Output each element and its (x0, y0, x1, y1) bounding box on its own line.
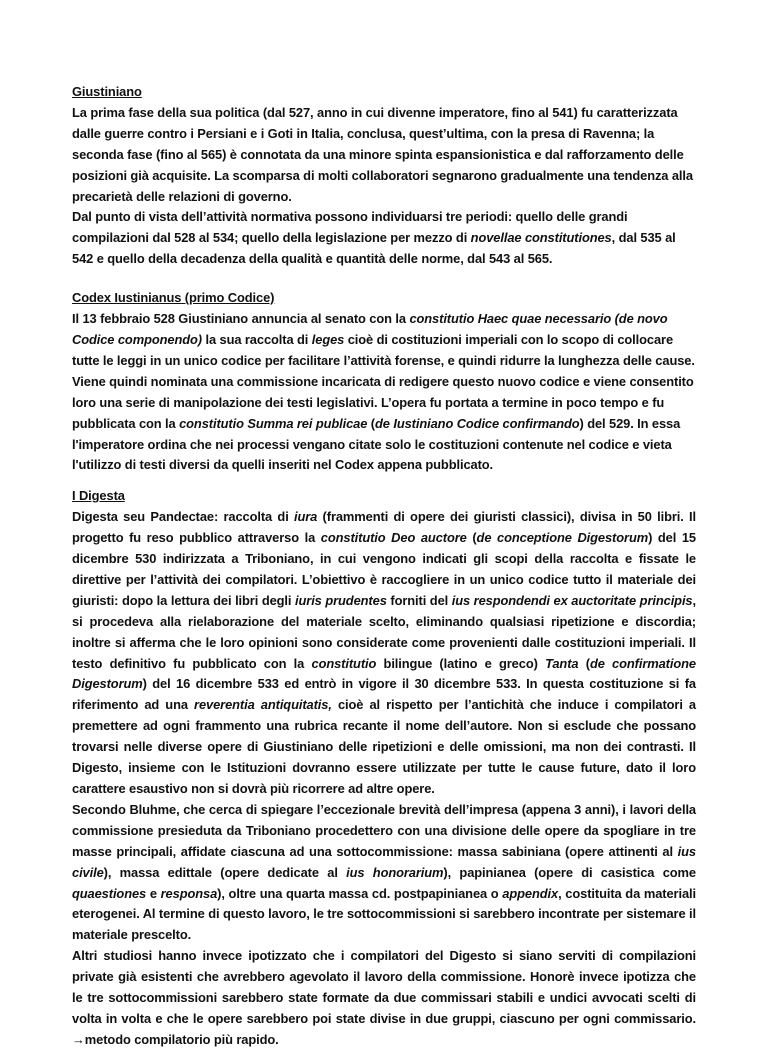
text-run: Altri studiosi hanno invece ipotizzato che i compilatori del Digesto si siano serviti di compilazioni private già esistenti che avrebbero agevolato il lavoro della commissione. Honorè invece ipotizza che le tre sottocommissioni sarebbero state formate da due commissari stabili e undici avvocati scelti di volta in volta e che le opere sarebbero poi state divise in due gruppi, ciascuno per ogni commissario. →metodo compilatorio più rapido. (72, 948, 696, 1047)
text-run: Il 13 febbraio 528 Giustiniano annuncia al senato con la (72, 311, 410, 327)
italic-text-run: constitutio Summa rei publicae (179, 415, 368, 431)
section-title-giustiniano: Giustiniano (72, 84, 142, 99)
text-run: ( (578, 655, 590, 671)
italic-text-run: iuris prudentes (295, 592, 387, 608)
text-run: , si procedeva alla rielaborazione del materiale scelto, eliminando qualsiasi ripetizione e discordia; inoltre si afferma che le loro opinioni sono considerate come provenienti dalle costituzioni imperiali. Il testo definitivo fu pubblicato con la (72, 592, 696, 671)
paragraph-digesta-2 (72, 800, 696, 946)
text-run: ( (367, 415, 376, 431)
paragraph-digesta-1 (72, 507, 696, 800)
text-run: cioè al rispetto per l’antichità che induce i compilatori a premettere ad ogni frammento una rubrica recante il nome dell’autore. Non si esclude che possano trovarsi nelle diverse opere di Giustiniano delle ripetizioni e delle omissioni, ma non dei contrasti. Il Digesto, insieme con le Istituzioni dovranno essere utilizzate per tutte le cause future, dato il loro carattere esaustivo non si dovrà più ricorrere ad altre opere. (72, 697, 696, 796)
italic-text-run: responsa (160, 885, 218, 901)
text-run: ) del 15 dicembre 530 indirizzata a Triboniano, in cui vengono indicati gli scopi della raccolta e fissate le direttive per l’attività dei compilatori. L’obiettivo è raccogliere in un unico codice tutto il materiale dei giuristi: dopo la lettura dei libri degli (72, 530, 696, 608)
italic-text-run: iura (294, 509, 318, 525)
text-run: bilingue (latino e greco) (376, 655, 546, 671)
text-run: (frammenti di opere dei giuristi classici), divisa in 50 libri. Il progetto fu reso pubblico attraverso la (72, 509, 696, 546)
italic-text-run: constitutio (311, 655, 377, 671)
text-run: Dal punto di vista dell’attività normativa possono individuarsi tre periodi: quello delle grandi compilazioni dal 528 al 534; quello della legislazione per mezzo di (72, 209, 628, 246)
text-run: ( (466, 530, 477, 546)
text-run: ) del 16 dicembre 533 ed entrò in vigore il 30 dicembre 533. In questa costituzione si fa riferimento ad una (72, 676, 696, 713)
italic-text-run: Tanta (545, 655, 579, 671)
italic-text-run: constitutio Deo auctore (320, 530, 467, 546)
italic-text-run: constitutio Haec quae necessario (de novo Codice componendo) (72, 311, 668, 347)
text-run: La prima fase della sua politica (dal 527, anno in cui divenne imperatore, fino al 541) fu caratterizzata dalle guerre contro i Persiani e i Goti in Italia, conclusa, quest’ultima, con la presa di Ravenna; la seconda fase (fino al 565) è connotata da una minore spinta espansionistica e dal rafforzamento delle posizioni già acquisite. La scomparsa di molti collaboratori segnarono gradualmente una tendenza alla precarietà delle relazioni di governo. (72, 104, 693, 204)
italic-text-run: de confirmatione Digestorum (72, 655, 696, 692)
text-run: Digesta seu Pandectae: raccolta di (72, 509, 294, 525)
text-run: Secondo Bluhme, che cerca di spiegare l’eccezionale brevità dell’impresa (appena 3 anni), i lavori della commissione presieduta da Triboniano procedettero con una divisione delle opere da spogliare in tre masse principali, affidate ciascuna ad una sottocommissione: massa sabiniana (opere attinenti al (72, 801, 696, 859)
text-run: ), massa edittale (opere dedicate al (103, 864, 347, 880)
italic-text-run: ius respondendi ex auctoritate principis (451, 592, 693, 608)
text-run: ), papinianea (opere di casistica come (443, 864, 696, 880)
text-run: , dal 535 al 542 e quello della decadenza della qualità e quantità delle norme, dal 543 al 565. (72, 230, 676, 267)
text-run: ) del 529. In essa l'imperatore ordina che nei processi vengano citate solo le costituzioni contenute nel codice e vieta l'utilizzo di testi diversi da quelli inseriti nel Codex appena pubblicato. (72, 415, 681, 473)
paragraph-giustiniano-2 (72, 207, 696, 270)
italic-text-run: ius honorarium (346, 864, 444, 880)
paragraph-giustiniano-1 (72, 103, 696, 208)
italic-text-run: novellae constitutiones (470, 230, 612, 246)
text-run: e (146, 885, 161, 901)
section-title-codex: Codex Iustinianus (primo Codice) (72, 290, 275, 306)
italic-text-run: de Iustiniano Codice confirmando (375, 415, 580, 431)
italic-text-run: appendix (502, 885, 559, 901)
italic-text-run: quaestiones (72, 885, 147, 901)
text-run: forniti del (386, 592, 452, 608)
italic-text-run: leges (311, 331, 345, 347)
section-title-digesta: I Digesta (72, 488, 125, 504)
italic-text-run: reverentia antiquitatis, (194, 697, 332, 713)
text-run: cioè di costituzioni imperiali con lo scopo di collocare tutte le leggi in un unico codice per facilitare l’attività forense, e quindi ridurre la lunghezza delle cause. Viene quindi nominata una commissione incaricata di redigere questo nuovo codice e viene consentito loro una serie di manipolazione dei testi legislativi. L’opera fu portata a termine in poco tempo e fu pubblicata con la (72, 331, 695, 431)
document-page (72, 82, 696, 1051)
italic-text-run: ius civile (72, 843, 696, 880)
paragraph-codex-1 (72, 309, 696, 476)
text-run: , costituita da materiali eterogenei. Al termine di questo lavoro, le tre sottocommissioni si sarebbero incontrate per sistemare il materiale prescelto. (72, 885, 696, 943)
text-run: ), oltre una quarta massa cd. postpapinianea o (217, 885, 503, 901)
text-run: la sua raccolta di (201, 331, 312, 347)
paragraph-digesta-3 (72, 946, 696, 1051)
italic-text-run: de conceptione Digestorum (476, 530, 649, 546)
